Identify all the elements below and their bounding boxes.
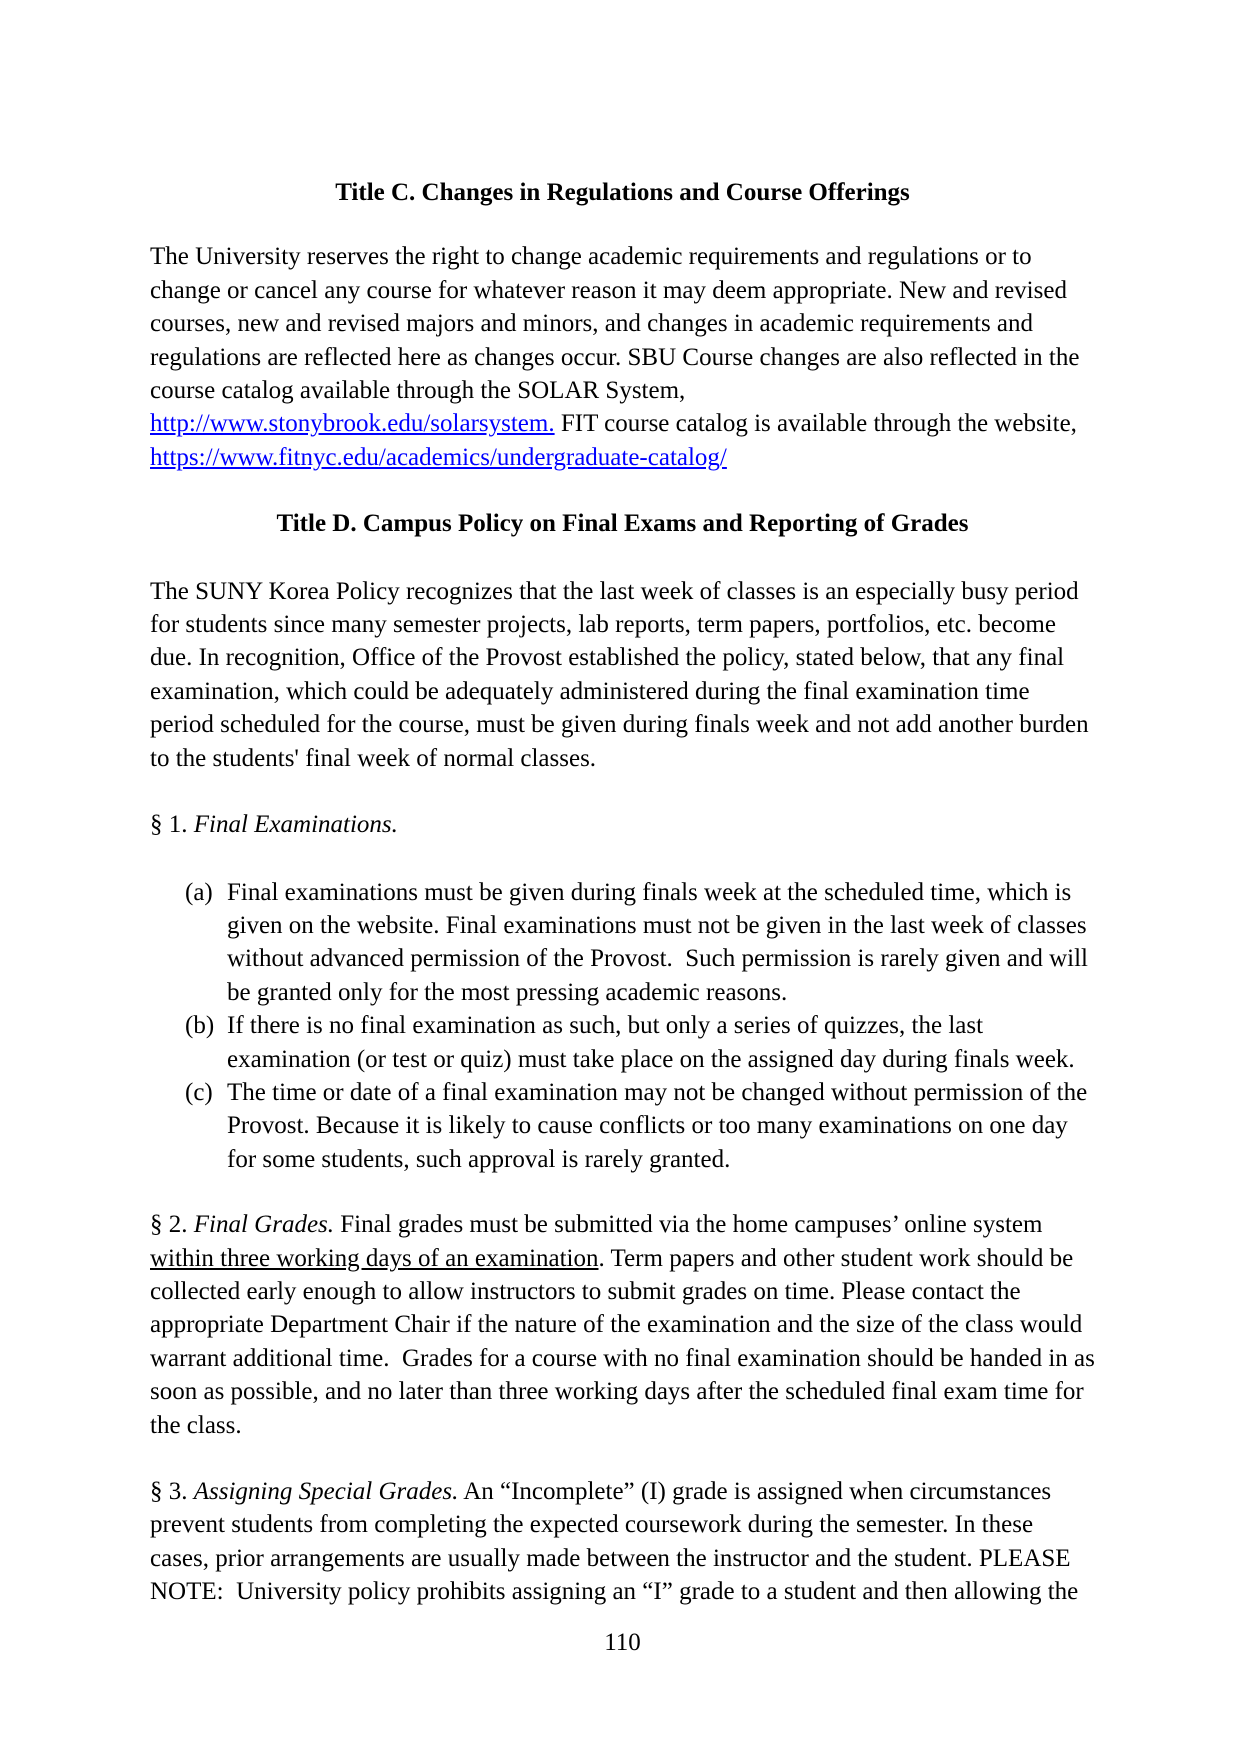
paragraph-course-changes xyxy=(150,240,1095,474)
section-1-heading xyxy=(150,808,1095,841)
page-number: 110 xyxy=(604,1628,641,1656)
section-title: Assigning Special Grades. xyxy=(193,1478,459,1505)
list-text: The time or date of a final examination may not be changed without permission of the Provost. Because it is likely to cause conflicts or too many examinations on one day for some students, such approval is rarely granted. xyxy=(227,1078,1088,1173)
list-item-b xyxy=(150,1009,1095,1076)
list-marker: (a) xyxy=(185,878,213,906)
list-marker: (b) xyxy=(185,1012,215,1040)
paragraph-final-grades xyxy=(150,1208,1095,1442)
underlined-deadline: within three working days of an examination xyxy=(150,1244,599,1272)
link-line xyxy=(150,410,1077,437)
list-marker: (c) xyxy=(185,1078,213,1106)
text-run: Final grades must be submitted via the home campuses’ online system xyxy=(334,1211,1043,1239)
list-item-a xyxy=(150,876,1095,1010)
title-c-heading: Title C. Changes in Regulations and Course Offerings xyxy=(335,179,910,206)
paragraph-special-grades xyxy=(150,1475,1095,1609)
section-title: Final Examinations. xyxy=(193,811,398,839)
section-title: Final Grades. xyxy=(193,1211,335,1239)
fit-catalog-link[interactable]: https://www.fitnyc.edu/academics/undergraduate-catalog/ xyxy=(150,443,727,471)
list-item-c xyxy=(150,1076,1095,1176)
list-text: If there is no final examination as such, but only a series of quizzes, the last examination (or test or quiz) must take place on the assigned day during finals week. xyxy=(227,1012,1075,1073)
text-run: FIT course catalog is available through the website, xyxy=(554,410,1077,438)
section-number: § 1. xyxy=(150,811,194,839)
section-number: § 3. xyxy=(150,1478,194,1505)
text-run: An “Incomplete” (I) grade is assigned when circumstances prevent students from completing the expected coursework during the semester. In these cases, prior arrangements are usually made between the instructor and the student. PLEASE NOTE: University policy prohibits assigning an “I” grade to a student and then allowing the xyxy=(150,1478,1079,1606)
text-run: The University reserves the right to change academic requirements and regulations or to change or cancel any course for whatever reason it may deem appropriate. New and revised courses, new and revised majors and minors, and changes in academic requirements and regulations are reflected here as changes occur. SBU Course changes are also reflected in the course catalog available through the SOLAR System, xyxy=(150,243,1080,405)
final-exam-rules-list xyxy=(150,876,1095,1177)
list-text: Final examinations must be given during finals week at the scheduled time, which is given on the website. Final examinations must not be given in the last week of classes without advanced permission of the Provost. Such permission is rarely given and will be granted only for the most pressing academic reasons. xyxy=(227,878,1088,1006)
title-d-heading: Title D. Campus Policy on Final Exams and Reporting of Grades xyxy=(276,510,969,538)
paragraph-final-exam-policy: The SUNY Korea Policy recognizes that the last week of classes is an especially busy period for students since many semester projects, lab reports, term papers, portfolios, etc. become due. In recognition, Office of the Provost established the policy, stated below, that any final examination, which could be adequately administered during the final examination time period scheduled for the course, must be given during finals week and not add another burden to the students' final week of normal classes. xyxy=(150,577,1089,772)
solar-system-link[interactable]: http://www.stonybrook.edu/solarsystem. xyxy=(150,410,555,438)
section-number: § 2. xyxy=(150,1211,194,1239)
text-run: . Term papers and other student work should be collected early enough to allow instructors to submit grades on time. Please contact the appropriate Department Chair if the nature of the examination and the size of the class would warrant additional time. Grades for a course with no final examination should be handed in as soon as possible, and no later than three working days after the scheduled final exam time for the class. xyxy=(150,1244,1095,1439)
